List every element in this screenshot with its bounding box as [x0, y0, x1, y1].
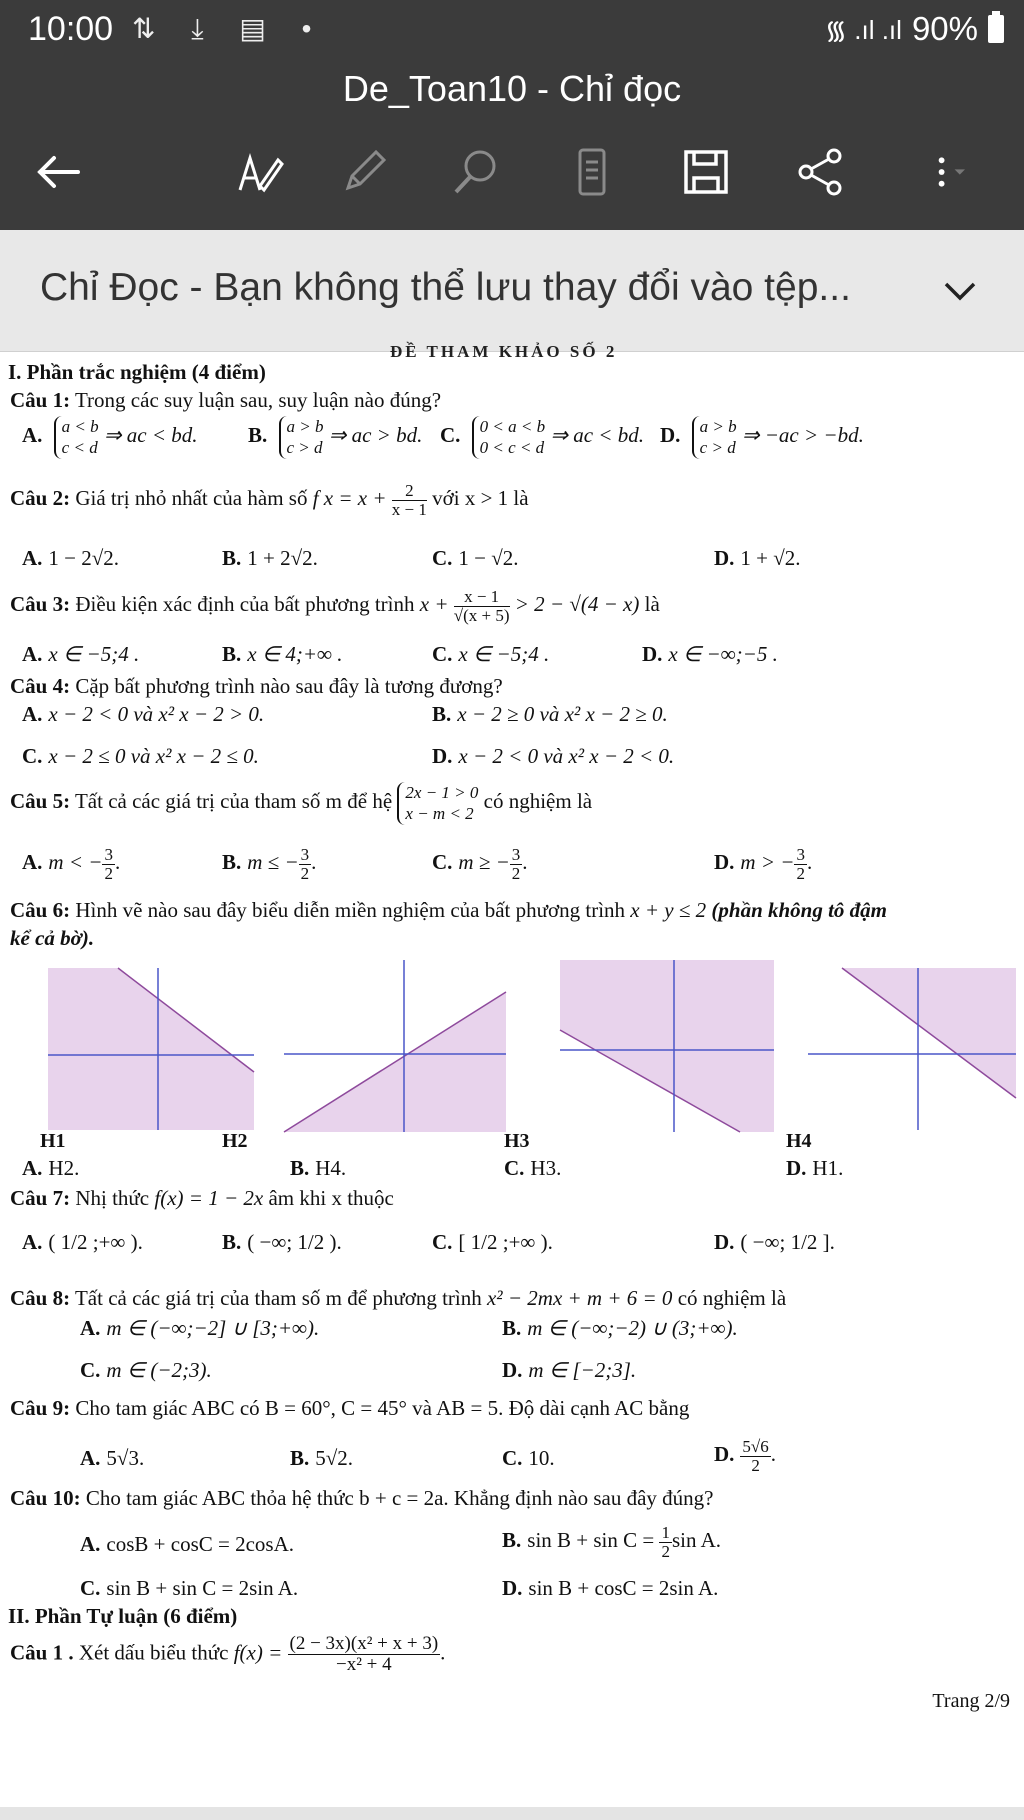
- pen-icon[interactable]: [334, 142, 394, 202]
- graph-h2: [284, 960, 506, 1132]
- status-right: [825, 10, 1004, 48]
- question-9: Câu 9: Cho tam giác ABC có B = 60°, C = 45° và AB = 5. Độ dài cạnh AC bằng: [10, 1396, 690, 1420]
- question-1: Câu 1: Trong các suy luận sau, suy luận nào đúng?: [10, 388, 442, 412]
- q9-option-b: B. 5√2.: [290, 1446, 354, 1470]
- q5-option-b: B. m ≤ − $\frac{3}{2}$ .: [222, 845, 317, 883]
- graph-h1: [48, 968, 254, 1130]
- question-5: Câu 5: Tất cả các giá trị của tham số m để hệ 2x − 1 > 0 x − m < 2 có nghiệm là: [10, 783, 593, 824]
- q7-option-a: A. ( 1/2 ;+∞ ).: [22, 1230, 143, 1254]
- notification-icons: ⇅ ⤓ ▤ •: [132, 13, 326, 44]
- q3-option-b: B. x ∈ 4;+∞ .: [222, 642, 343, 666]
- cut-header: ĐỀ THAM KHẢO SỐ 2: [390, 342, 618, 361]
- q1-option-a: A. a < b c < d ⇒ ac < bd.: [22, 417, 198, 458]
- q8-option-d: D. m ∈ [−2;3].: [502, 1358, 637, 1382]
- status-bar: [0, 0, 1024, 60]
- read-aloud-icon[interactable]: [230, 142, 290, 202]
- graph-h4: [808, 968, 1016, 1130]
- battery-label: 90%: [911, 10, 978, 47]
- doc-title: De_Toan10 - Chỉ đọc: [342, 68, 682, 109]
- section-2-heading: II. Phần Tự luận (6 điểm): [8, 1604, 238, 1628]
- q7-option-b: B. ( −∞; 1/2 ).: [222, 1230, 342, 1254]
- search-icon[interactable]: [446, 142, 506, 202]
- q10-option-d: D. sin B + cosC = 2sin A.: [502, 1576, 719, 1600]
- document-page: [0, 342, 1024, 1807]
- status-time: 10:00: [28, 10, 114, 48]
- q2-option-c: C. 1 − √2.: [432, 546, 519, 570]
- q6-option-b: B. H4.: [290, 1156, 347, 1180]
- q2-option-b: B. 1 + 2√2.: [222, 546, 318, 570]
- graph-label-h4: H4: [786, 1130, 812, 1152]
- share-icon[interactable]: [790, 142, 850, 202]
- q10-option-b: B. sin B + sin C = $\frac{1}{2}$ sin A.: [502, 1523, 721, 1561]
- bottom-strip: [0, 1807, 1024, 1820]
- battery-icon: [988, 15, 1004, 43]
- q9-option-c: C. 10.: [502, 1446, 555, 1470]
- q4-option-d: D. x − 2 < 0 và x² x − 2 < 0.: [432, 744, 675, 768]
- banner-text: Chỉ Đọc - Bạn không thể lưu thay đổi vào tệp...: [40, 266, 851, 309]
- question-6-cont: kể cả bờ).: [10, 926, 95, 950]
- q3-option-d: D. x ∈ −∞;−5 .: [642, 642, 778, 666]
- q3-option-a: A. x ∈ −5;4 .: [22, 642, 140, 666]
- q7-option-d: D. ( −∞; 1/2 ].: [714, 1230, 835, 1254]
- q6-option-c: C. H3.: [504, 1156, 562, 1180]
- q5-option-a: A. m < − $\frac{3}{2}$ .: [22, 845, 121, 883]
- q3-option-c: C. x ∈ −5;4 .: [432, 642, 550, 666]
- essay-question-1: Câu 1 . Xét dấu biểu thức f(x) = $\frac{\text{(2 − 3x)(x² + x + 3)}}{\text{−x² + 4}}$ .: [10, 1633, 446, 1675]
- chevron-down-icon[interactable]: [940, 270, 980, 310]
- q4-option-c: C. x − 2 ≤ 0 và x² x − 2 ≤ 0.: [22, 744, 259, 768]
- more-options-icon[interactable]: [912, 142, 992, 202]
- q10-option-a: A. cosB + cosC = 2cosA.: [80, 1532, 295, 1556]
- back-arrow-icon[interactable]: [28, 142, 88, 202]
- signal-icon: ᯾ .ıl .ıl: [824, 15, 902, 45]
- q6-option-a: A. H2.: [22, 1156, 80, 1180]
- q8-option-c: C. m ∈ (−2;3).: [80, 1358, 212, 1382]
- q6-option-d: D. H1.: [786, 1156, 844, 1180]
- q8-option-b: B. m ∈ (−∞;−2) ∪ (3;+∞).: [502, 1316, 738, 1340]
- graph-label-h1: H1: [40, 1130, 66, 1152]
- page-number: Trang 2/9: [932, 1690, 1010, 1712]
- q9-option-d: D. $\frac{5√6}{2}$ .: [714, 1437, 777, 1475]
- q1-option-b: B. a > b c > d ⇒ ac > bd.: [248, 417, 423, 458]
- question-7: Câu 7: Nhị thức f(x) = 1 − 2x âm khi x thuộc: [10, 1186, 394, 1210]
- toolbar: [0, 120, 1024, 230]
- q8-option-a: A. m ∈ (−∞;−2] ∪ [3;+∞).: [80, 1316, 320, 1340]
- question-2: Câu 2: Giá trị nhỏ nhất của hàm số f x = x + $\frac{2}{x - 1}$ với x > 1 là: [10, 481, 529, 519]
- graph-label-h3: H3: [504, 1130, 530, 1152]
- read-only-banner[interactable]: [0, 230, 1024, 352]
- q2-option-d: D. 1 + √2.: [714, 546, 801, 570]
- save-icon[interactable]: [676, 142, 736, 202]
- graph-label-h2: H2: [222, 1130, 248, 1152]
- question-6: Câu 6: Hình vẽ nào sau đây biểu diễn miền nghiệm của bất phương trình x + y ≤ 2 (phần không tô đậm: [10, 898, 888, 922]
- question-10: Câu 10: Cho tam giác ABC thỏa hệ thức b + c = 2a. Khẳng định nào sau đây đúng?: [10, 1486, 714, 1510]
- q4-option-a: A. x − 2 < 0 và x² x − 2 > 0.: [22, 702, 265, 726]
- q7-option-c: C. [ 1/2 ;+∞ ).: [432, 1230, 553, 1254]
- section-1-heading: I. Phần trắc nghiệm (4 điểm): [8, 360, 266, 384]
- question-4: Câu 4: Cặp bất phương trình nào sau đây là tương đương?: [10, 674, 503, 698]
- q5-option-c: C. m ≥ − $\frac{3}{2}$ .: [432, 845, 528, 883]
- q10-option-c: C. sin B + sin C = 2sin A.: [80, 1576, 299, 1600]
- q4-option-b: B. x − 2 ≥ 0 và x² x − 2 ≥ 0.: [432, 702, 668, 726]
- q2-option-a: A. 1 − 2√2.: [22, 546, 120, 570]
- q9-option-a: A. 5√3.: [80, 1446, 145, 1470]
- view-mode-icon[interactable]: [562, 142, 622, 202]
- q1-option-d: D. a > b c > d ⇒ −ac > −bd.: [660, 417, 864, 458]
- graph-h3: [560, 960, 774, 1132]
- question-8: Câu 8: Tất cả các giá trị của tham số m để phương trình x² − 2mx + m + 6 = 0 có nghiệm là: [10, 1286, 787, 1310]
- question-3: Câu 3: Điều kiện xác định của bất phương trình x + $\frac{x - 1}{√(x + 5)}$ > 2 − √(4 − x) là: [10, 587, 660, 625]
- q1-option-c: C. 0 < a < b 0 < c < d ⇒ ac < bd.: [440, 417, 644, 458]
- q5-option-d: D. m > − $\frac{3}{2}$ .: [714, 845, 813, 883]
